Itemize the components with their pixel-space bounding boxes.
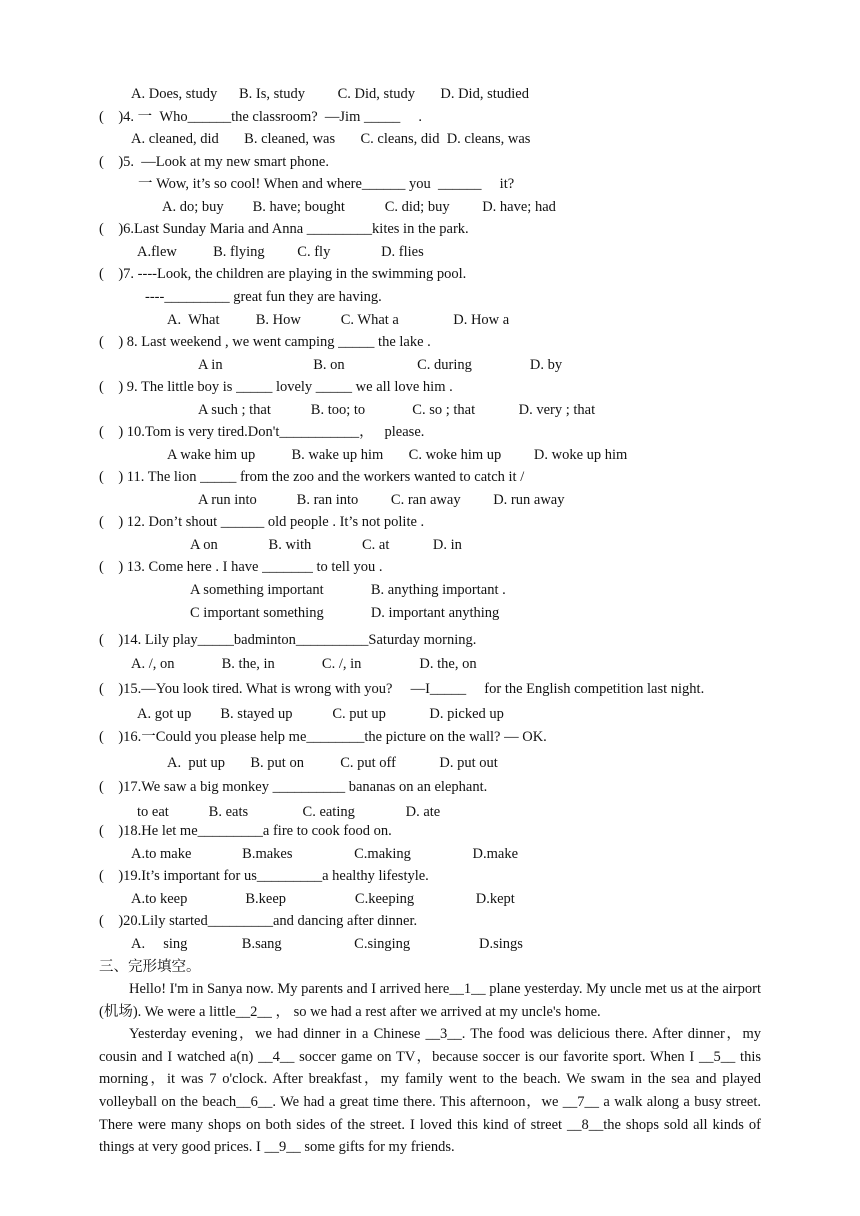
- worksheet-line: ( ) 9. The little boy is _____ lovely _____ we all love him .: [99, 379, 453, 395]
- worksheet-line: A.flew B. flying C. fly D. flies: [137, 244, 424, 260]
- worksheet-line: A wake him up B. wake up him C. woke him up D. woke up him: [167, 447, 628, 463]
- worksheet-line: ( )6.Last Sunday Maria and Anna _________kites in the park.: [99, 221, 469, 237]
- worksheet-line: A. do; buy B. have; bought C. did; buy D. have; had: [162, 199, 556, 215]
- worksheet-line: 三、完形填空。: [99, 959, 201, 975]
- worksheet-line: A in B. on C. during D. by: [198, 357, 563, 373]
- worksheet-line: A such ; that B. too; to C. so ; that D. very ; that: [198, 402, 596, 418]
- worksheet-line: ( )18.He let me_________a fire to cook food on.: [99, 823, 392, 839]
- worksheet-line: ( ) 12. Don’t shout ______ old people . It’s not polite .: [99, 514, 425, 530]
- worksheet-line: ( ) 11. The lion _____ from the zoo and the workers wanted to catch it /: [99, 469, 525, 485]
- worksheet-line: A. /, on B. the, in C. /, in D. the, on: [131, 656, 477, 672]
- passage-paragraph-2: Yesterday evening，we had dinner in a Chinese __3__. The food was delicious there. After dinner，my cousin and I watched a(n) __4__ soccer game on TV，because soccer is our favorite sport. When I __5__ this morning，it was 7 o'clock. After breakfast，my family went to the beach. We swam in the sea and played volleyball on the beach__6__. We had a great time there. This afternoon，we __7__ a walk along a busy street. There were many shops on both sides of the street. I loved this kind of street __8__the shops sold all kinds of things at very good prices. I __9__ some gifts for my friends.: [99, 1026, 761, 1156]
- worksheet-line: A. put up B. put on C. put off D. put out: [167, 755, 498, 771]
- worksheet-line: A something important B. anything important .: [190, 582, 506, 598]
- worksheet-line: A.to make B.makes C.making D.make: [131, 846, 519, 862]
- worksheet-line: A on B. with C. at D. in: [190, 537, 462, 553]
- worksheet-line: ( )7. ----Look, the children are playing in the swimming pool.: [99, 266, 467, 282]
- worksheet-line: ( ) 13. Come here . I have _______ to tell you .: [99, 559, 383, 575]
- worksheet-line: C important something D. important anything: [190, 605, 500, 621]
- worksheet-line: ( )16.一Could you please help me________the picture on the wall? — OK.: [99, 729, 547, 745]
- worksheet-line: ( )15.—You look tired. What is wrong with you? —I_____ for the English competition last night.: [99, 681, 705, 697]
- worksheet-line: ( )4. 一 Who______the classroom? —Jim _____ .: [99, 109, 422, 125]
- passage-paragraph-1: Hello! I'm in Sanya now. My parents and I arrived here__1__ plane yesterday. My uncle met us at the airport (机场). We were a little__2__ ， so we had a rest after we arrived at my uncle's home.: [99, 981, 761, 1020]
- worksheet-line: A. What B. How C. What a D. How a: [167, 312, 510, 328]
- worksheet-line: ( )19.It’s important for us_________a healthy lifestyle.: [99, 868, 429, 884]
- cloze-passage: [99, 978, 761, 1159]
- worksheet-line: A. cleaned, did B. cleaned, was C. cleans, did D. cleans, was: [131, 131, 531, 147]
- worksheet-line: ( )17.We saw a big monkey __________ bananas on an elephant.: [99, 779, 488, 795]
- worksheet-line: to eat B. eats C. eating D. ate: [137, 804, 441, 820]
- worksheet-line: 一 Wow, it’s so cool! When and where______ you ______ it?: [138, 176, 515, 192]
- worksheet-line: A.to keep B.keep C.keeping D.kept: [131, 891, 515, 907]
- worksheet-line: A run into B. ran into C. ran away D. run away: [198, 492, 565, 508]
- worksheet-line: ( )14. Lily play_____badminton__________Saturday morning.: [99, 632, 477, 648]
- worksheet-line: ( )5. —Look at my new smart phone.: [99, 154, 329, 170]
- worksheet-line: A. got up B. stayed up C. put up D. picked up: [137, 706, 504, 722]
- worksheet-line: ----_________ great fun they are having.: [145, 289, 382, 305]
- worksheet-line: A. sing B.sang C.singing D.sings: [131, 936, 523, 952]
- worksheet-line: ( )20.Lily started_________and dancing after dinner.: [99, 913, 418, 929]
- worksheet-line: A. Does, study B. Is, study C. Did, study D. Did, studied: [131, 86, 529, 102]
- worksheet-line: ( ) 8. Last weekend , we went camping _____ the lake .: [99, 334, 431, 350]
- worksheet-line: ( ) 10.Tom is very tired.Don't___________， please.: [99, 424, 425, 440]
